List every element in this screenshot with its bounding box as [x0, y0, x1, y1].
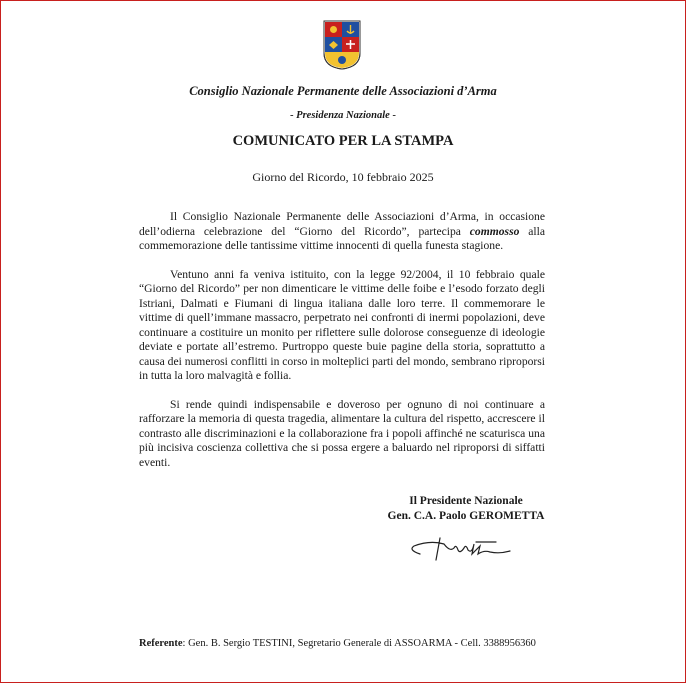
- presidency-label: - Presidenza Nazionale -: [290, 110, 396, 121]
- signatory-name: Gen. C.A. Paolo GEROMETTA: [387, 509, 545, 522]
- document-body: [139, 210, 545, 484]
- paragraph-3: Si rende quindi indispensabile e doveroso per ognuno di noi continuare a rafforzare la memoria di questa tragedia, alimentare la cultura del rispetto, accrescere il contrasto alle discriminazioni e la collaborazione fra i popoli affinché ne scaturisca una più incisiva coscienza collettiva che si possa ergere a baluardo nel riproporsi di siffatti eventi.: [139, 397, 545, 469]
- paragraph-2: Ventuno anni fa veniva istituito, con la legge 92/2004, il 10 febbraio quale “Giorno del Ricordo” per non dimenticare le vittime delle foibe e l’esodo forzato degli Istriani, Dalmati e Fiumani di lingua italiana dalle loro terre. Il commemorare le vittime di quell’immane massacro, perpetrato nei confronti di inermi popolazioni, deve continuare a costituire un monito per riflettere sulle dolorose conseguenze di ideologie deviate e portate all’estremo. Purtroppo queste buie pagine della storia, soprattutto a causa dei numerosi conflitti in corso in molteplici parti del mondo, sembrano riproporsi in tutta la loro malvagità e follia.: [139, 267, 546, 382]
- contact-reference: [139, 638, 536, 649]
- paragraph-1-text-b: alla commemorazione delle tantissime vittime innocenti di quella funesta stagione.: [139, 224, 545, 252]
- signature-block: [376, 494, 556, 523]
- coat-of-arms-icon: [322, 19, 362, 71]
- paragraph-1-text-a: Il Consiglio Nazionale Permanente delle Associazioni d’Arma, in occasione dell’odierna celebrazione del “Giorno del Ricordo”, partecipa: [139, 210, 545, 238]
- reference-label: Referente: [139, 638, 183, 649]
- signatory-role: Il Presidente Nazionale: [409, 495, 523, 507]
- reference-text: : Gen. B. Sergio TESTINI, Segretario Generale di ASSOARMA - Cell. 3388956360: [182, 638, 536, 649]
- emphasis-word: commosso: [469, 224, 520, 238]
- date-line: Giorno del Ricordo, 10 febbraio 2025: [252, 170, 434, 184]
- paragraph-1: [139, 210, 545, 254]
- document-title: COMUNICATO PER LA STAMPA: [232, 133, 454, 149]
- handwritten-signature-icon: [400, 534, 520, 564]
- organization-name: Consiglio Nazionale Permanente delle Associazioni d’Arma: [189, 84, 497, 98]
